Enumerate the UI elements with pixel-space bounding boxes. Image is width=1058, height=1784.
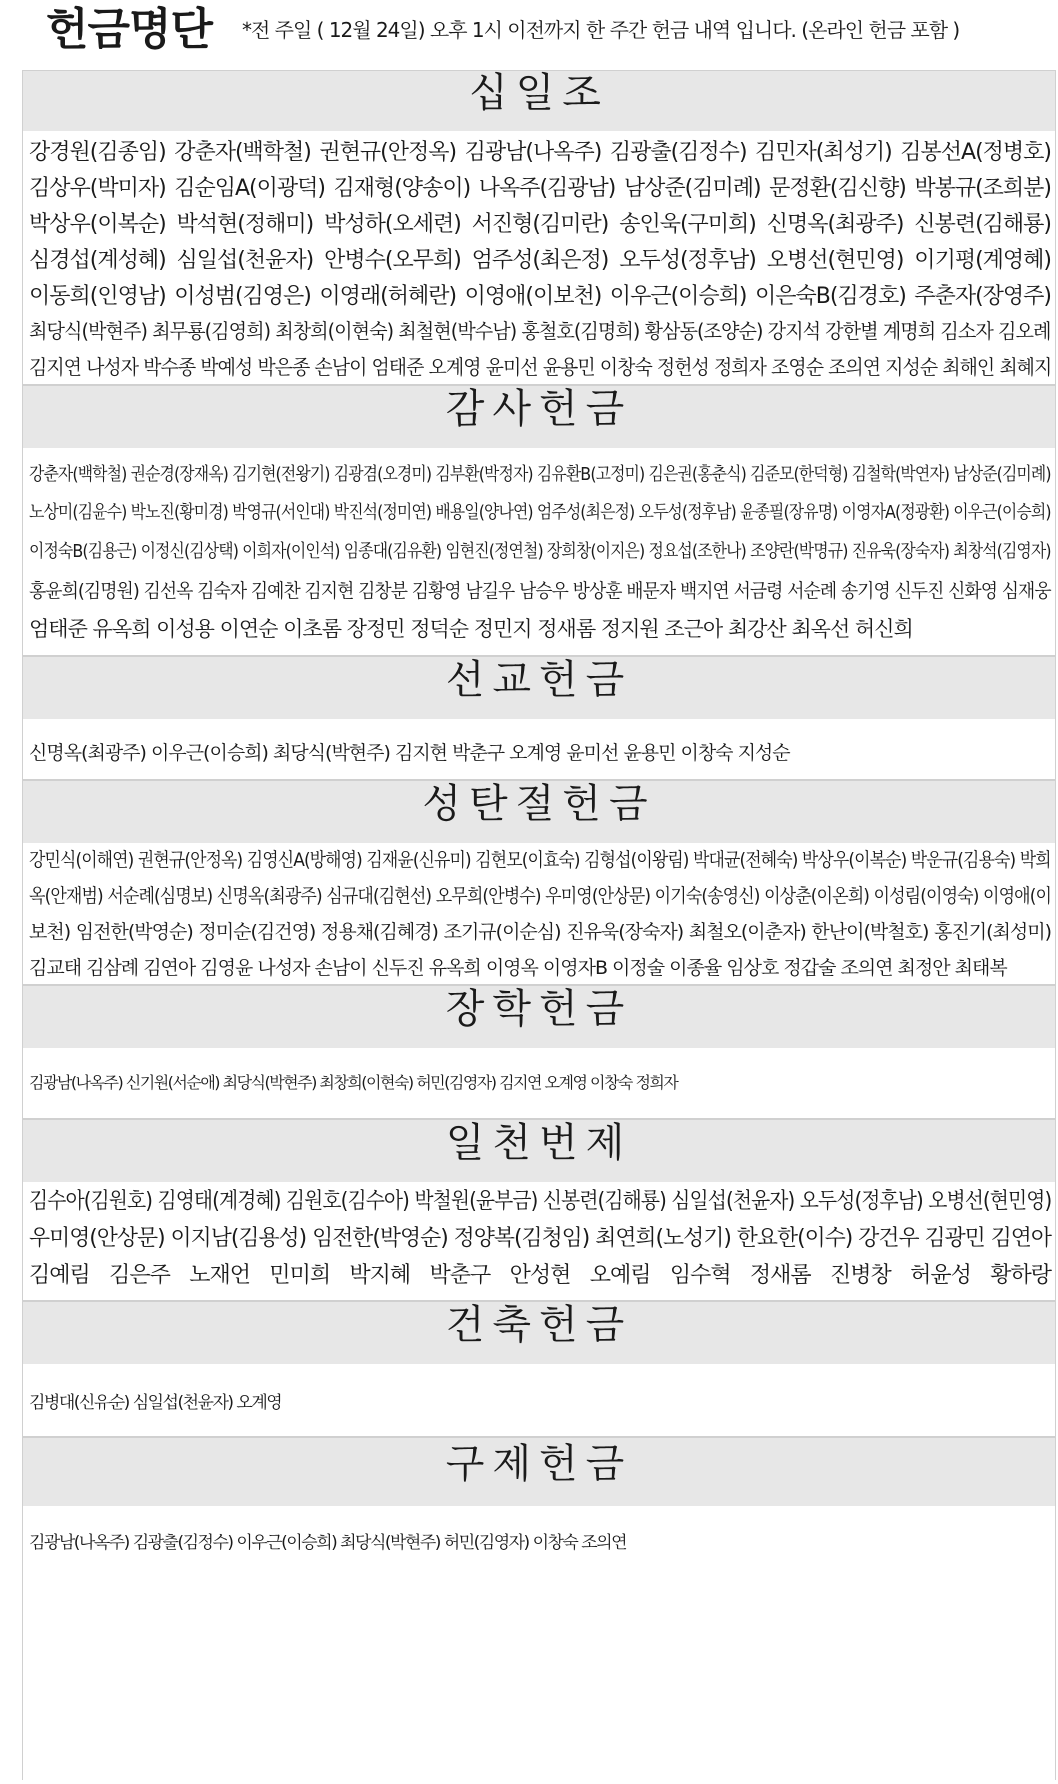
section-body-relief — [23, 1506, 1055, 1779]
name-line: 김예림 김은주 노재언 민미희 박지혜 박춘구 안성현 오예림 임수혁 정새롬 진병창 허윤성 황하랑 — [29, 1263, 1051, 1288]
name-line: 김광남(나옥주) 신기원(서순애) 최당식(박현주) 최창희(이현숙) 허민(김영자) 김지연 오계영 이창숙 정희자 — [29, 1073, 678, 1092]
section-title: 건축헌금 — [445, 1302, 633, 1348]
section-body-scholarship — [23, 1048, 1055, 1119]
section-body-onethousand — [23, 1182, 1055, 1301]
offering-table — [22, 70, 1056, 1780]
section-body-mission — [23, 719, 1055, 780]
page-note: *전 주일 ( 12월 24일) 오후 1시 이전까지 한 주간 헌금 내역 입니다. (온라인 헌금 포함 ) — [242, 18, 960, 42]
section-header-christmas — [23, 780, 1055, 844]
section-title: 구제헌금 — [445, 1441, 633, 1487]
section-header-mission — [23, 656, 1055, 720]
name-line: 신명옥(최광주) 이우근(이승희) 최당식(박현주) 김지현 박춘구 오계영 윤미선 윤용민 이창숙 지성순 — [29, 742, 790, 764]
section-body-christmas — [23, 843, 1055, 985]
section-header-relief — [23, 1437, 1055, 1507]
section-body-building — [23, 1364, 1055, 1437]
name-line: 이동희(인영남) 이성범(김영은) 이영래(허혜란) 이영애(이보천) 이우근(이승희) 이은숙B(김경호) 주춘자(장영주) — [29, 284, 1051, 309]
name-line: 김지연 나성자 박수종 박예성 박은종 손남이 엄태준 오계영 윤미선 윤용민 이창숙 정헌성 정희자 조영순 조의연 지성순 최해인 최혜지 — [29, 355, 1052, 379]
name-line: 김병대(신유순) 심일섭(천윤자) 오계영 — [29, 1393, 282, 1413]
name-line: 보천) 임전한(박영순) 정미순(김건영) 정용채(김혜경) 조기규(이순심) 진유욱(장숙자) 최철오(이춘자) 한난이(박철호) 홍진기(최성미) — [29, 921, 1051, 943]
name-line: 강민식(이해연) 권현규(안정옥) 김영신A(방해영) 김재윤(신유미) 김현모(이효숙) 김형섭(이왕림) 박대균(전혜숙) 박상우(이복순) 박운규(김용숙) 박희 — [29, 849, 1051, 871]
section-title: 성탄절헌금 — [422, 781, 656, 827]
section-title: 장학헌금 — [445, 986, 633, 1032]
section-header-tithe — [23, 70, 1055, 132]
section-body-thanks — [23, 448, 1055, 656]
section-title: 감사헌금 — [445, 386, 633, 432]
name-line: 김수아(김원호) 김영태(계경혜) 김원호(김수아) 박철원(윤부금) 신봉련(김해룡) 심일섭(천윤자) 오두성(정후남) 오병선(현민영) — [29, 1189, 1052, 1214]
name-line: 강경원(김종임) 강춘자(백학철) 권현규(안정옥) 김광남(나옥주) 김광출(김정수) 김민자(최성기) 김봉선A(정병호) — [29, 140, 1051, 165]
name-line: 노상미(김윤수) 박노진(황미경) 박영규(서인대) 박진석(정미연) 배용일(양나연) 엄주성(최은정) 오두성(정후남) 윤종필(장유명) 이영자A(정광환) 이우근(이승희) — [29, 502, 1051, 523]
name-line: 홍윤희(김명원) 김선옥 김숙자 김예찬 김지현 김창분 김황영 남길우 남승우 방상훈 배문자 백지연 서금령 서순례 송기영 신두진 신화영 심재웅 — [29, 580, 1051, 602]
section-header-building — [23, 1301, 1055, 1365]
name-line: 이정숙B(김용근) 이정신(김상택) 이희자(이인석) 임종대(김유환) 임현진(정연철) 장희창(이지은) 정요섭(조한나) 조양란(박명규) 진유욱(장숙자) 최창석(김영자) — [29, 541, 1051, 562]
section-header-scholarship — [23, 985, 1055, 1049]
name-line: 박상우(이복순) 박석현(정해미) 박성하(오세련) 서진형(김미란) 송인욱(구미희) 신명옥(최광주) 신봉련(김해룡) — [29, 212, 1051, 237]
name-line: 최당식(박현주) 최무룡(김영희) 최창희(이현숙) 최철현(박수남) 홍철호(김명희) 황삼동(조양순) 강지석 강한별 계명희 김소자 김오례 — [29, 319, 1051, 343]
page-title: 헌금명단 — [46, 4, 213, 55]
name-line: 강춘자(백학철) 권순경(장재옥) 김기현(전왕기) 김광겸(오경미) 김부환(박정자) 김유환B(고정미) 김은권(홍춘식) 김준모(한덕형) 김철학(박연자) 남상준(김미례) — [29, 464, 1051, 485]
name-line: 우미영(안상문) 이지남(김용성) 임전한(박영순) 정양복(김청임) 최연희(노성기) 한요한(이수) 강건우 김광민 김연아 — [29, 1226, 1052, 1251]
name-line: 김상우(박미자) 김순임A(이광덕) 김재형(양송이) 나옥주(김광남) 남상준(김미례) 문정환(김신향) 박봉규(조희분) — [29, 176, 1051, 201]
section-body-tithe — [23, 131, 1055, 385]
section-header-onethousand — [23, 1119, 1055, 1183]
name-line: 김광남(나옥주) 김광출(김정수) 이우근(이승희) 최당식(박현주) 허민(김영자) 이창숙 조의연 — [29, 1533, 627, 1553]
page-header — [0, 0, 1058, 64]
section-title: 선교헌금 — [445, 657, 633, 703]
name-line: 옥(안재범) 서순례(심명보) 신명옥(최광주) 심규대(김현선) 오무희(안병수) 우미영(안상문) 이기숙(송영신) 이상춘(이온희) 이성림(이영숙) 이영애(이 — [29, 885, 1052, 907]
section-header-thanks — [23, 385, 1055, 449]
section-title: 일천번제 — [445, 1120, 633, 1166]
name-line: 엄태준 유옥희 이성용 이연순 이초롬 장정민 정덕순 정민지 정새롬 정지원 조근아 최강산 최옥선 허신희 — [29, 617, 913, 641]
section-title: 십일조 — [469, 70, 609, 116]
name-line: 심경섭(계성혜) 심일섭(천윤자) 안병수(오무희) 엄주성(최은정) 오두성(정후남) 오병선(현민영) 이기평(계영혜) — [29, 248, 1051, 273]
name-line: 김교태 김삼례 김연아 김영윤 나성자 손남이 신두진 유옥희 이영옥 이영자B 이정술 이종율 임상호 정갑술 조의연 최정안 최태복 — [29, 957, 1007, 979]
